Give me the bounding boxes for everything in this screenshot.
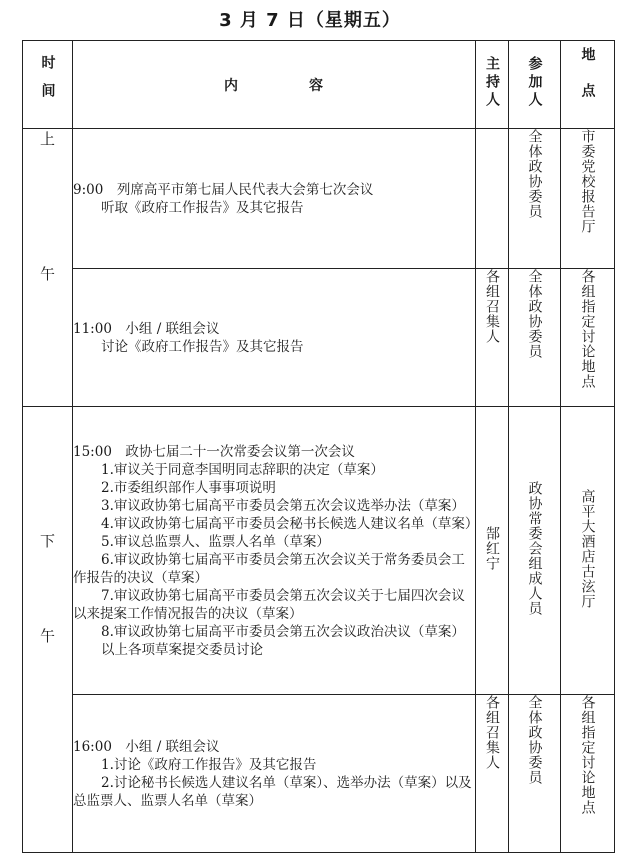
row-host <box>476 129 509 269</box>
page-title: 3 月 7 日（星期五） <box>219 10 401 31</box>
header-location: 地点 <box>561 41 615 129</box>
header-row <box>23 41 615 129</box>
table-row <box>23 269 615 407</box>
header-content: 内 容 <box>73 41 476 129</box>
row-host: 郜红宁 <box>476 407 509 695</box>
header-host: 主持人 <box>476 41 509 129</box>
table-row <box>23 407 615 695</box>
row-location: 市委党校报告厅 <box>561 129 615 269</box>
row-attendees: 政协常委会组成人员 <box>509 407 561 695</box>
row-content: 15:00 政协七届二十一次常委会议第一次会议 1.审议关于同意李国明同志辞职的决定（草案） 2.市委组织部作人事事项说明 3.审议政协第七届高平市委员会第五次会议选举办法（草案） 4.审议政协第七届高平市委员会秘书长候选人建议名单（草案） 5.审议总监票人、监票人名单（草案） 6.审议政协第七届高平市委员会第五次会议关于常务委员会工作报告的决议（草案） 7.审议政协第七届高平市委员会第五次会议关于七届四次会议以来提案工作情况报告的决议（草案） 8.审议政协第七届高平市委员会第五次会议政治决议（草案） 以上各项草案提交委员讨论 <box>73 407 476 695</box>
table-row <box>23 129 615 269</box>
row-attendees: 全体政协委员 <box>509 269 561 407</box>
row-location: 高平大酒店古泫厅 <box>561 407 615 695</box>
header-time: 时间 <box>23 41 73 129</box>
row-attendees: 全体政协委员 <box>509 695 561 853</box>
row-host: 各组召集人 <box>476 695 509 853</box>
row-content: 16:00 小组 / 联组会议 1.讨论《政府工作报告》及其它报告 2.讨论秘书长候选人建议名单（草案）、选举办法（草案）以及总监票人、监票人名单（草案） <box>73 695 476 853</box>
row-location: 各组指定讨论地点 <box>561 269 615 407</box>
row-attendees: 全体政协委员 <box>509 129 561 269</box>
row-location: 各组指定讨论地点 <box>561 695 615 853</box>
row-content: 9:00 列席高平市第七届人民代表大会第七次会议 听取《政府工作报告》及其它报告 <box>73 129 476 269</box>
table-row <box>23 695 615 853</box>
period-morning: 上午 <box>23 129 73 407</box>
period-afternoon: 下午 <box>23 407 73 853</box>
header-attendees: 参加人 <box>509 41 561 129</box>
row-content: 11:00 小组 / 联组会议 讨论《政府工作报告》及其它报告 <box>73 269 476 407</box>
row-host: 各组召集人 <box>476 269 509 407</box>
schedule-table <box>22 40 615 853</box>
